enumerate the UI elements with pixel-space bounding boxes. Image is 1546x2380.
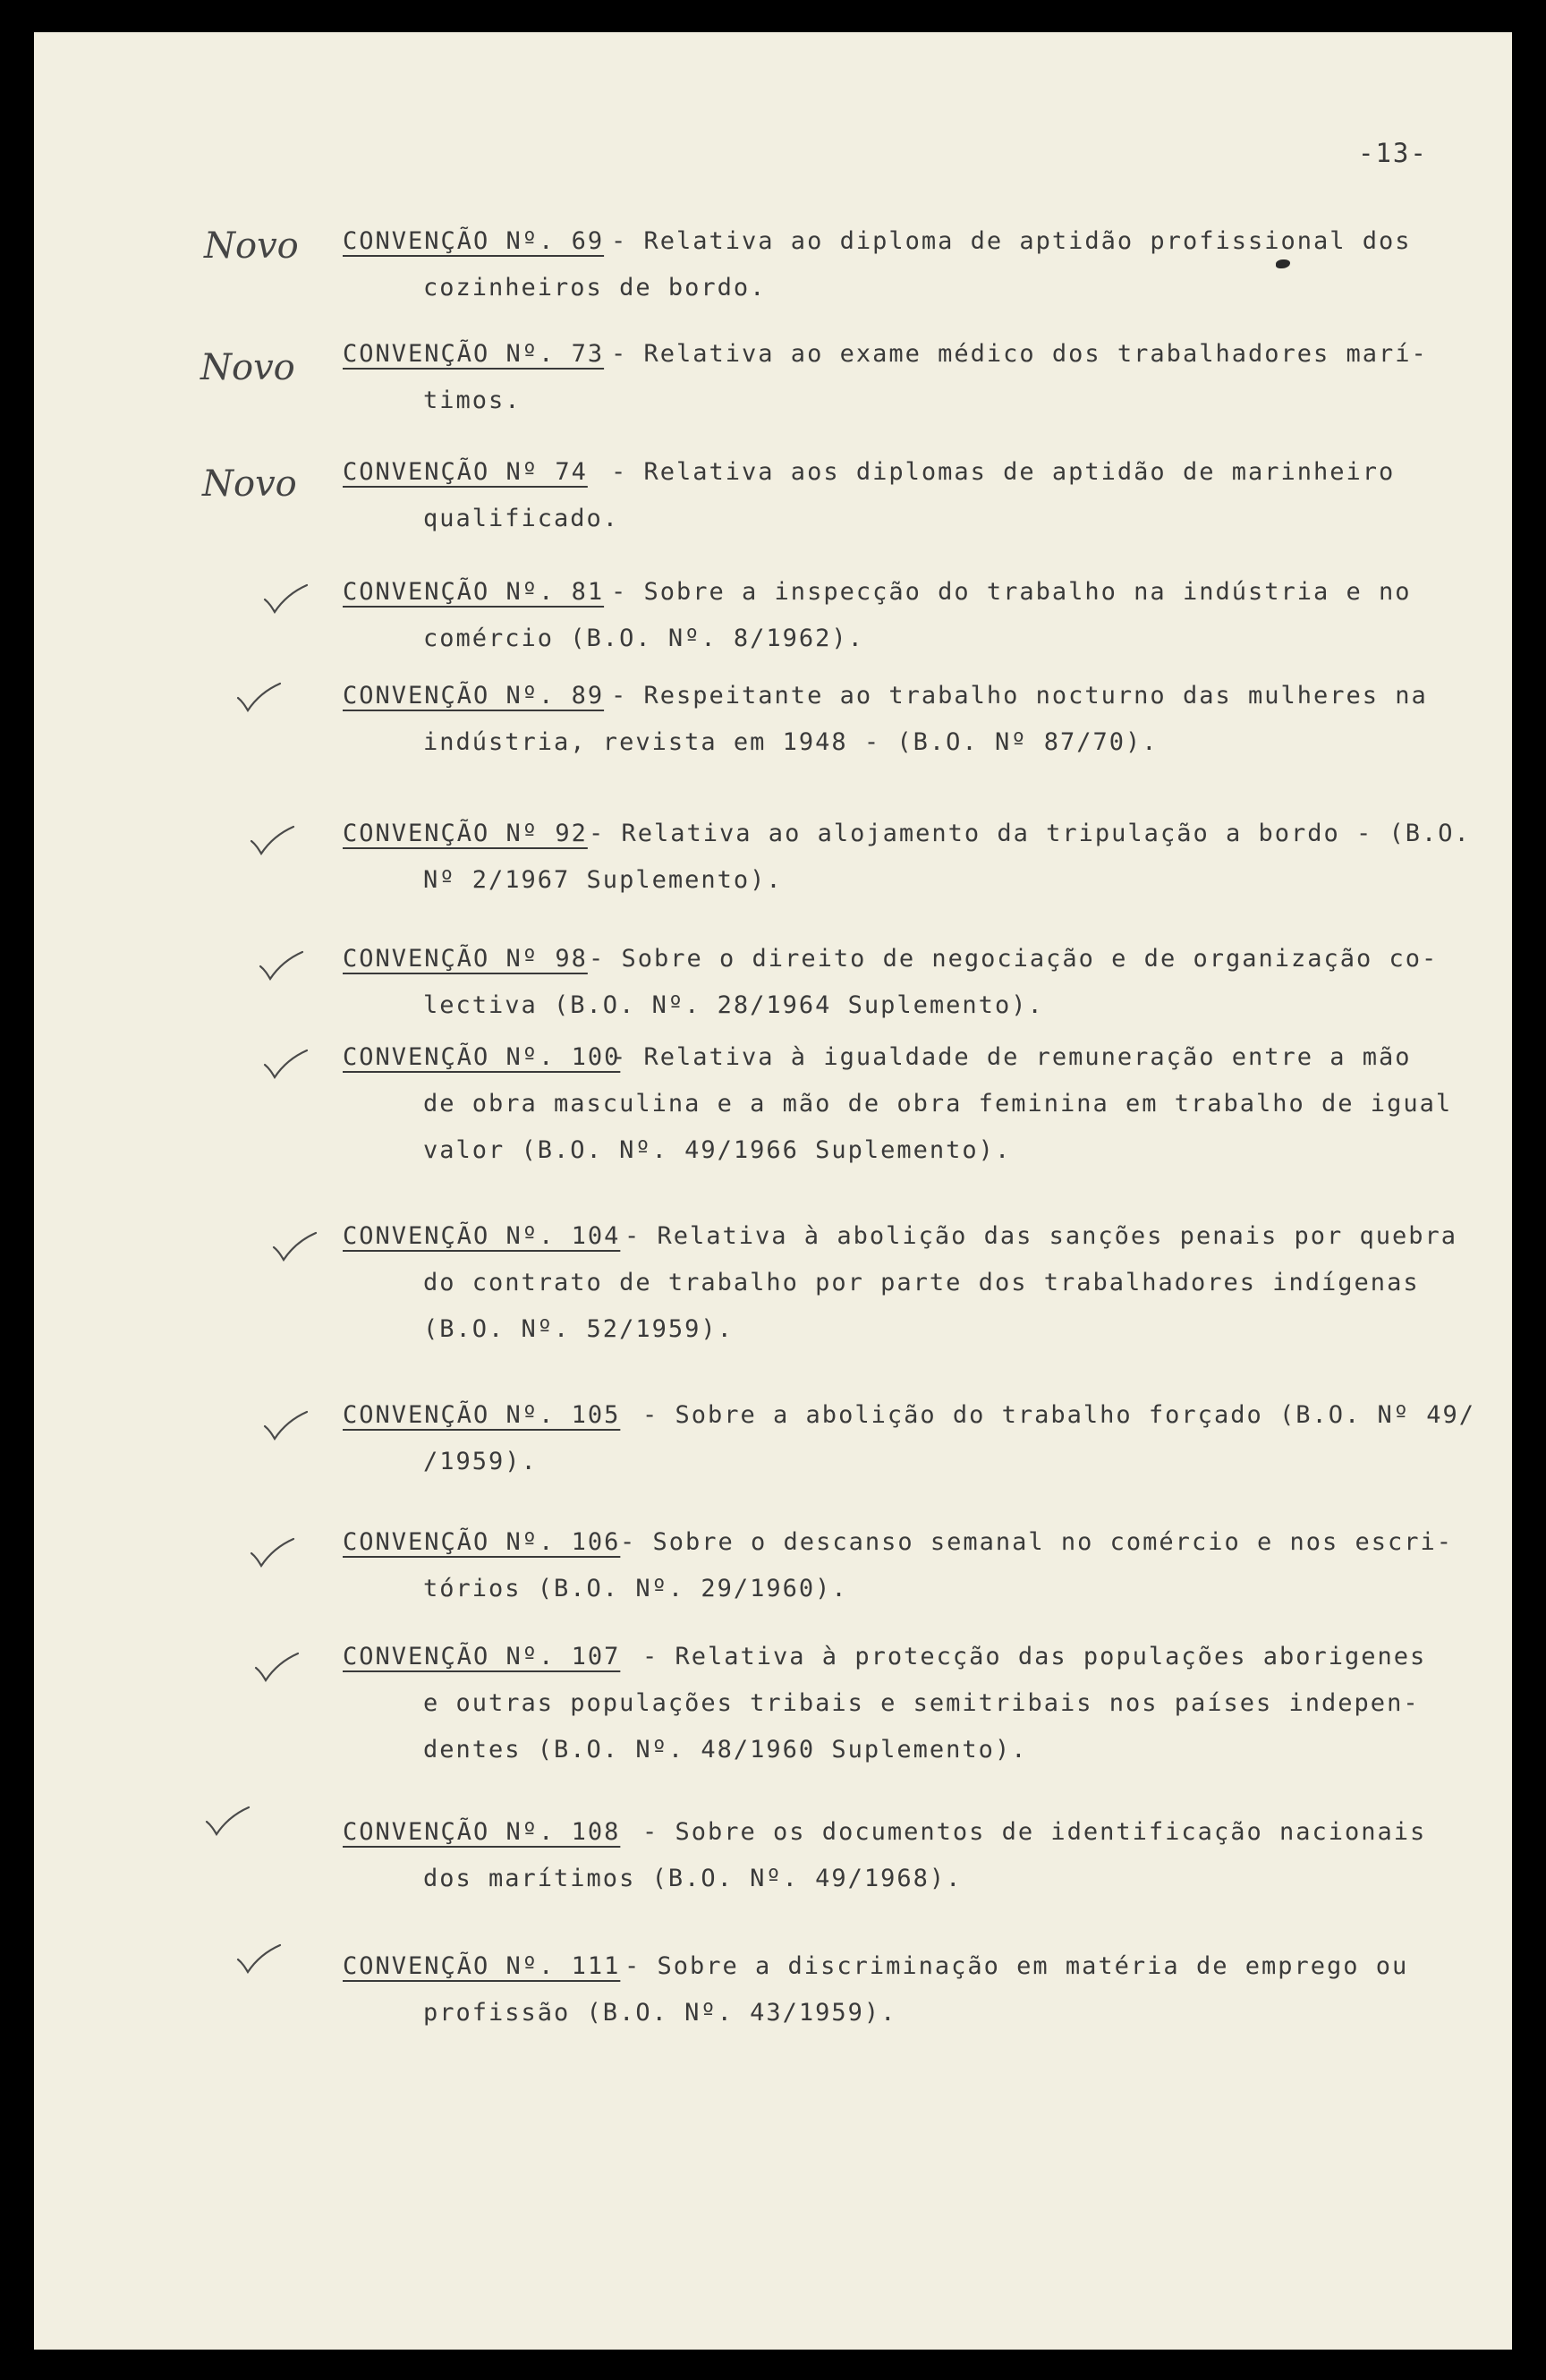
- convention-description-continued: dentes (B.O. Nº. 48/1960 Suplemento).: [423, 1736, 1028, 1764]
- ink-blot: [1276, 259, 1290, 268]
- convention-title: CONVENÇÃO Nº 92: [343, 820, 588, 847]
- handwritten-mark: Novo: [204, 225, 299, 267]
- convention-title: CONVENÇÃO Nº 98: [343, 945, 588, 973]
- convention-description: - Sobre a discriminação em matéria de emprego ou: [624, 1952, 1409, 1980]
- convention-title: CONVENÇÃO Nº. 73: [343, 340, 605, 368]
- convention-description-continued: timos.: [423, 387, 522, 414]
- convention-description-continued: qualificado.: [423, 505, 620, 532]
- convention-title: CONVENÇÃO Nº. 89: [343, 682, 605, 710]
- checkmark-icon: [249, 1537, 295, 1569]
- convention-description: - Respeitante ao trabalho nocturno das mulheres na: [611, 682, 1428, 710]
- convention-title: CONVENÇÃO Nº. 105: [343, 1401, 621, 1429]
- checkmark-icon: [271, 1231, 318, 1263]
- convention-description: - Relativa ao diploma de aptidão profissional dos: [611, 227, 1412, 255]
- convention-description-continued: cozinheiros de bordo.: [423, 274, 767, 302]
- convention-title: CONVENÇÃO Nº. 100: [343, 1043, 621, 1071]
- checkmark-icon: [262, 1410, 309, 1442]
- checkmark-icon: [262, 1049, 309, 1081]
- convention-title: CONVENÇÃO Nº. 107: [343, 1643, 621, 1670]
- convention-description: - Relativa ao alojamento da tripulação a bordo - (B.O.: [589, 820, 1471, 847]
- convention-description-continued: do contrato de trabalho por parte dos trabalhadores indígenas: [423, 1269, 1420, 1296]
- convention-title: CONVENÇÃO Nº. 69: [343, 227, 605, 255]
- convention-description: - Sobre o direito de negociação e de organização co-: [589, 945, 1439, 973]
- convention-description: - Relativa à igualdade de remuneração entre a mão: [611, 1043, 1412, 1071]
- checkmark-icon: [204, 1806, 251, 1838]
- convention-description-continued: lectiva (B.O. Nº. 28/1964 Suplemento).: [423, 991, 1044, 1019]
- checkmark-icon: [262, 583, 309, 616]
- convention-description: - Relativa à protecção das populações aborigenes: [642, 1643, 1427, 1670]
- convention-description-continued: profissão (B.O. Nº. 43/1959).: [423, 1999, 897, 2027]
- convention-title: CONVENÇÃO Nº. 106: [343, 1528, 621, 1556]
- convention-description-continued: Nº 2/1967 Suplemento).: [423, 866, 783, 894]
- convention-title: CONVENÇÃO Nº. 104: [343, 1222, 621, 1250]
- convention-description: - Sobre a inspecção do trabalho na indústria e no: [611, 578, 1412, 606]
- checkmark-icon: [235, 1943, 282, 1976]
- convention-description: - Relativa ao exame médico dos trabalhadores marí-: [611, 340, 1428, 368]
- convention-description-continued: tórios (B.O. Nº. 29/1960).: [423, 1575, 848, 1602]
- convention-title: CONVENÇÃO Nº. 111: [343, 1952, 621, 1980]
- convention-description-continued: (B.O. Nº. 52/1959).: [423, 1315, 734, 1343]
- handwritten-mark: Novo: [200, 347, 295, 388]
- convention-description-continued: indústria, revista em 1948 - (B.O. Nº 87/70).: [423, 728, 1159, 756]
- page-number: -13-: [1358, 138, 1428, 168]
- checkmark-icon: [258, 950, 304, 982]
- convention-description-continued: e outras populações tribais e semitribais nos países indepen-: [423, 1689, 1420, 1717]
- convention-description-continued: /1959).: [423, 1448, 538, 1475]
- convention-description-continued: valor (B.O. Nº. 49/1966 Suplemento).: [423, 1136, 1012, 1164]
- convention-description-continued: dos marítimos (B.O. Nº. 49/1968).: [423, 1865, 963, 1892]
- convention-title: CONVENÇÃO Nº. 81: [343, 578, 605, 606]
- convention-description: - Sobre a abolição do trabalho forçado (B.O. Nº 49/: [642, 1401, 1476, 1429]
- convention-description: - Sobre os documentos de identificação nacionais: [642, 1818, 1427, 1846]
- handwritten-mark: Novo: [202, 463, 297, 505]
- checkmark-icon: [235, 682, 282, 714]
- convention-description: - Relativa à abolição das sanções penais por quebra: [624, 1222, 1458, 1250]
- convention-description: - Sobre o descanso semanal no comércio e nos escri-: [620, 1528, 1454, 1556]
- convention-description-continued: comércio (B.O. Nº. 8/1962).: [423, 625, 864, 652]
- document-page: [34, 32, 1512, 2350]
- convention-title: CONVENÇÃO Nº. 108: [343, 1818, 621, 1846]
- convention-description: - Relativa aos diplomas de aptidão de marinheiro: [611, 458, 1396, 486]
- convention-title: CONVENÇÃO Nº 74: [343, 458, 588, 486]
- convention-description-continued: de obra masculina e a mão de obra feminina em trabalho de igual: [423, 1090, 1453, 1118]
- checkmark-icon: [253, 1652, 300, 1684]
- checkmark-icon: [249, 825, 295, 857]
